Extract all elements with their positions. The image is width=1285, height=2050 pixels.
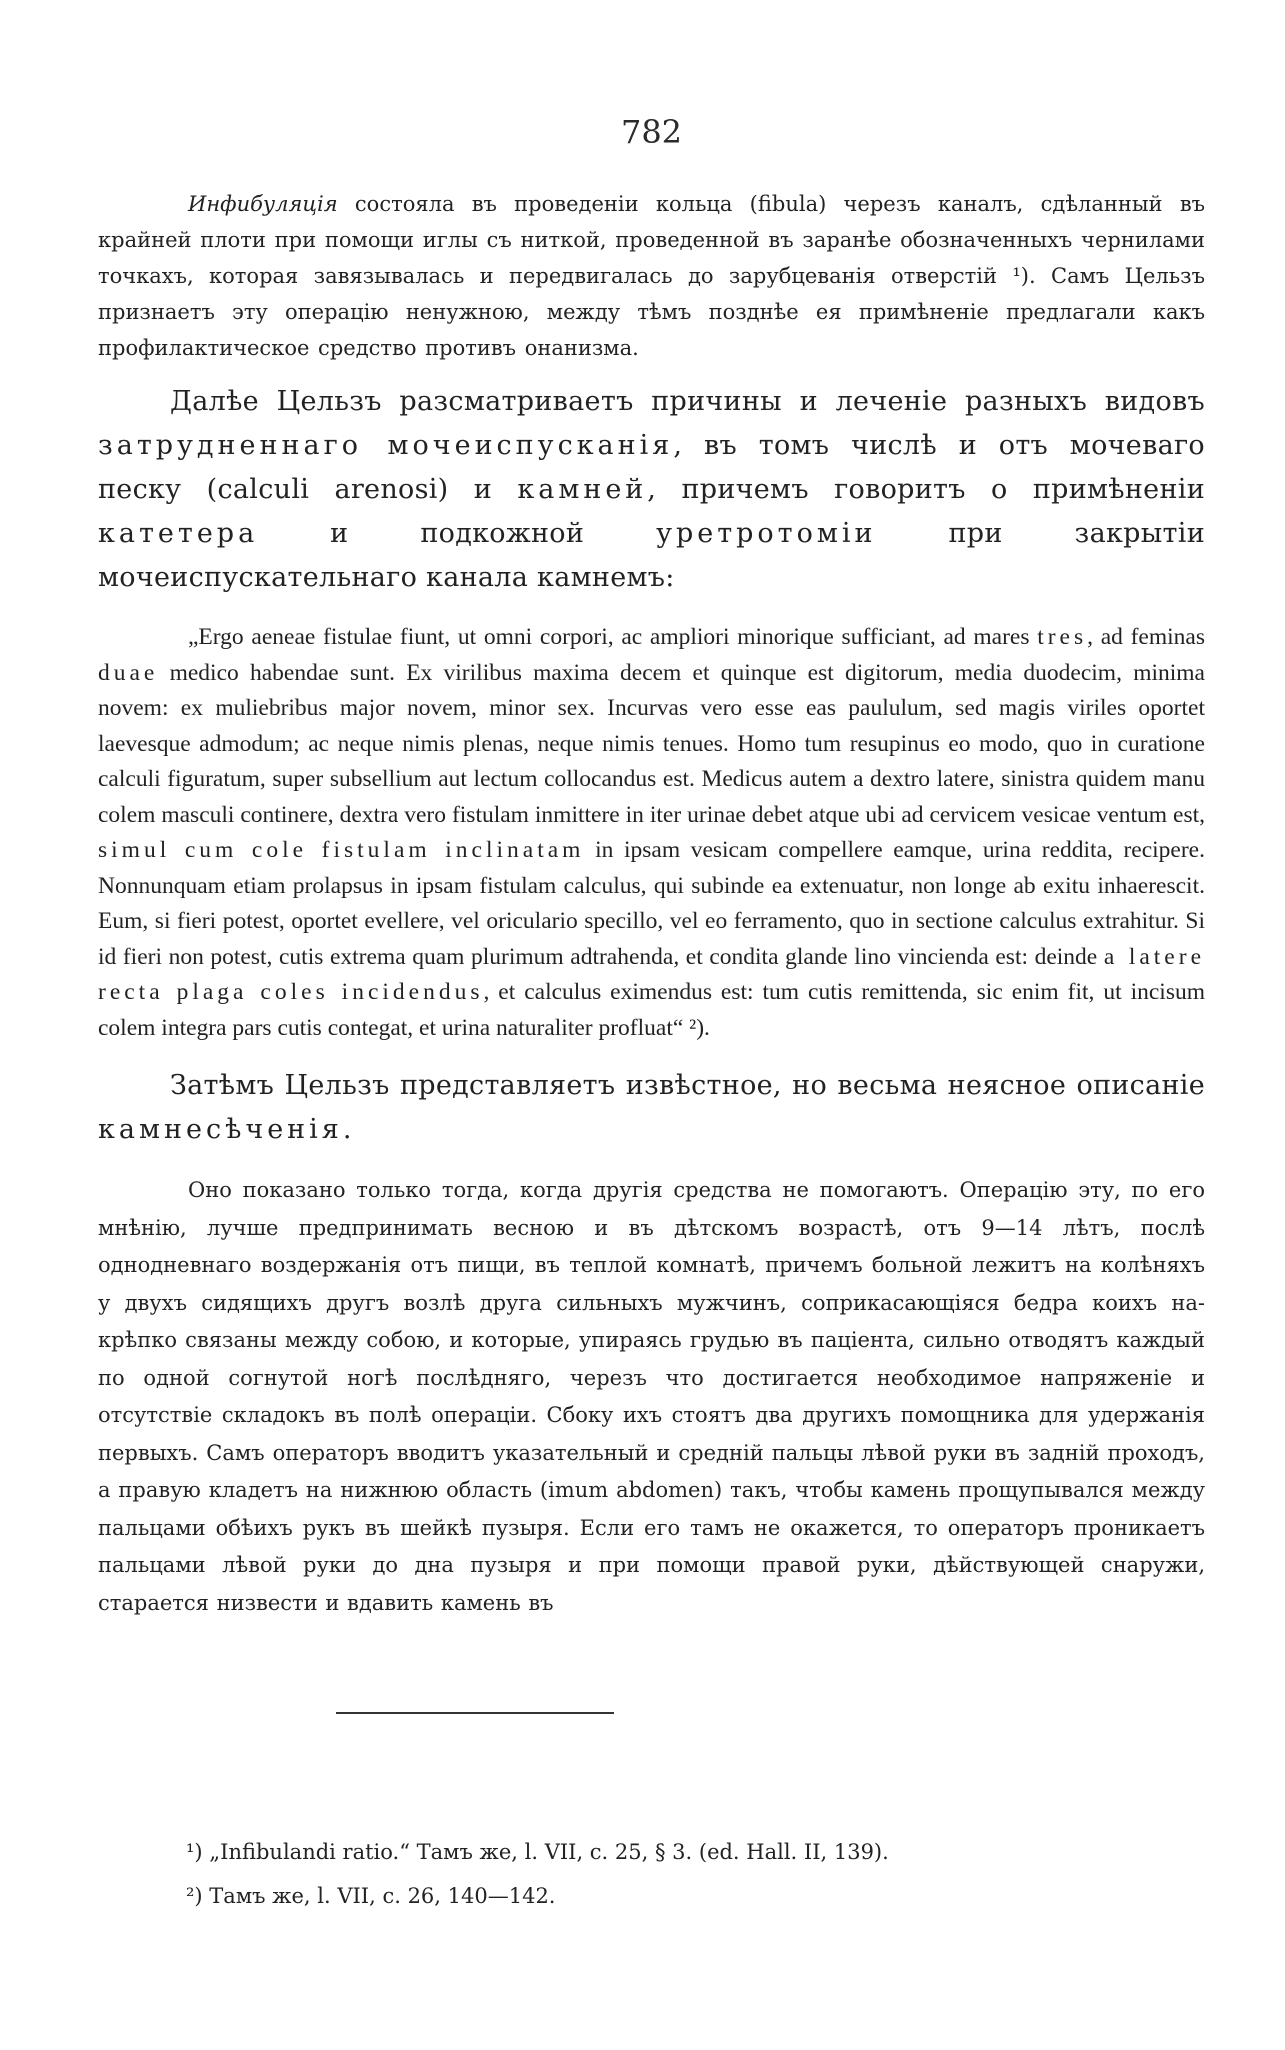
text-run: , ad feminas — [1087, 624, 1205, 650]
text-run: Далѣе Цельзъ разсматриваетъ причины и леченіе разныхъ видовъ — [170, 386, 1205, 417]
footnote-1: ¹) „Infibulandi ratio.“ Тамъ же, l. VII, c. 25, § 3. (ed. Hall. II, 139). — [186, 1840, 889, 1864]
paragraph-urination — [98, 380, 1205, 600]
text-run: камнесѣченія — [98, 1114, 343, 1145]
page-number: 782 — [620, 113, 683, 151]
text-run: in ipsam vesicam compellere eamque, urina reddita, recipere. Nonnunquam etiam prolapsus in ipsam fistulam calculus, qui subinde ea extenuatur, non longe ab exitu inhaerescit. Eum, si fieri potest, oportet evellere, vel oriculario specillo, vel eo ferramento, quo in sectione calculus extrahitur. Si id fieri non potest, cutis extrema quam plurimum adtrahenda, et condita glande lino vincienda est: deinde — [98, 837, 1205, 970]
paragraph-lithotomy-description — [98, 1172, 1205, 1622]
paragraph-infibulation — [98, 186, 1205, 366]
paragraph-lithotomy-intro — [98, 1064, 1205, 1152]
footnote-2: ²) Тамъ же, l. VII, c. 26, 140—142. — [186, 1884, 556, 1908]
text-run: , причемъ говоритъ о примѣненіи — [647, 474, 1205, 505]
text-run: Оно показано только тогда, когда другія средства не помогаютъ. Операцію эту, по его мнѣнію, лучше предпринимать весною и въ дѣтскомъ возрастѣ, отъ 9—14 лѣтъ, послѣ однодневнаго воздержанія отъ пищи, въ теплой комнатѣ, причемъ больной лежитъ на колѣняхъ у двухъ сидящихъ другъ возлѣ друга сильныхъ мужчинъ, соприкасающіяся бедра коихъ на-крѣпко связаны между собою, и которые, упираясь грудью въ паціента, сильно отводятъ каждый по одной согнутой ногѣ послѣдняго, черезъ что достигается необходимое напряженіе и отсутствіе складокъ въ полѣ операціи. Сбоку ихъ стоятъ два другихъ помощника для удержанія первыхъ. Самъ операторъ вводитъ указательный и средній пальцы лѣвой руки въ задній проходъ, а правую кладетъ на нижнюю область (imum abdomen) такъ, чтобы камень прощупывался между пальцами обѣихъ рукъ въ шейкѣ пузыря. Если его тамъ не окажется, то операторъ проникаетъ пальцами лѣвой руки до дна пузыря и при помощи правой руки, дѣйствующей снаружи, старается низвести и вдавить камень въ — [98, 1178, 1205, 1615]
text-run: . — [342, 1114, 352, 1145]
text-run: затрудненнаго мочеиспусканія — [98, 430, 674, 461]
text-run: a latere recta plaga coles incidendus — [98, 943, 1205, 1005]
footnotes — [186, 1830, 1186, 1918]
text-run: и подкожной — [258, 518, 657, 549]
text-run: Инфибуляція — [188, 192, 338, 216]
text-run: катетера — [98, 518, 259, 549]
text-run: при закрытіи мочеиспускательнаго канала камнемъ: — [98, 518, 1205, 593]
text-run: duae — [98, 659, 159, 686]
paragraph-latin-quote — [98, 620, 1205, 1046]
text-run: уретротоміи — [656, 518, 877, 549]
text-run: камней — [517, 474, 648, 505]
text-run: medico habendae sunt. Ex virilibus maxima decem et quinque est digitorum, media duodecim, minima novem: ex muliebribus major novem, minor sex. Incurvas vero esse eas paululum, sed magis viriles oportet laevesque admodum; ac neque nimis plenas, neque nimis tenues. Homo tum resupinus eo modo, quo in curatione calculi figuratum, super subsellium aut lectum collocandus est. Medicus autem a dextro latere, sinistra quidem manu colem masculi continere, dextra vero fistulam inmittere in iter urinae debet atque ubi ad cervicem vesicae ventum est, — [98, 659, 1205, 828]
text-run: tres — [1037, 624, 1088, 650]
text-run: , et calculus eximendus est: tum cutis remittenda, sic enim fit, ut incisum colem integra pars cutis contegat, et urina naturaliter profluat“ ²). — [98, 979, 1205, 1041]
text-run: Затѣмъ Цельзъ представляетъ извѣстное, но весьма неясное описаніе — [170, 1070, 1205, 1101]
text-run: , въ томъ числѣ и отъ мочеваго песку (calculi arenosi) и — [98, 430, 1205, 505]
text-run: simul cum cole fistulam inclinatam — [98, 837, 585, 863]
text-run: „Ergo aeneae fistulae fiunt, ut omni corpori, ac ampliori minorique sufficiant, ad mares — [188, 624, 1038, 650]
footnote-divider — [336, 1712, 614, 1714]
text-run: состояла въ проведеніи кольца (fibula) черезъ каналъ, сдѣланный въ крайней плоти при помощи иглы съ ниткой, проведенной въ заранѣе обозначенныхъ чернилами точкахъ, которая завязывалась и передвигалась до зарубцеванія отверстій ¹). Самъ Цельзъ признаетъ эту операцію ненужною, между тѣмъ позднѣе ея примѣненіе предлагали какъ профилактическое средство противъ онанизма. — [98, 192, 1205, 360]
